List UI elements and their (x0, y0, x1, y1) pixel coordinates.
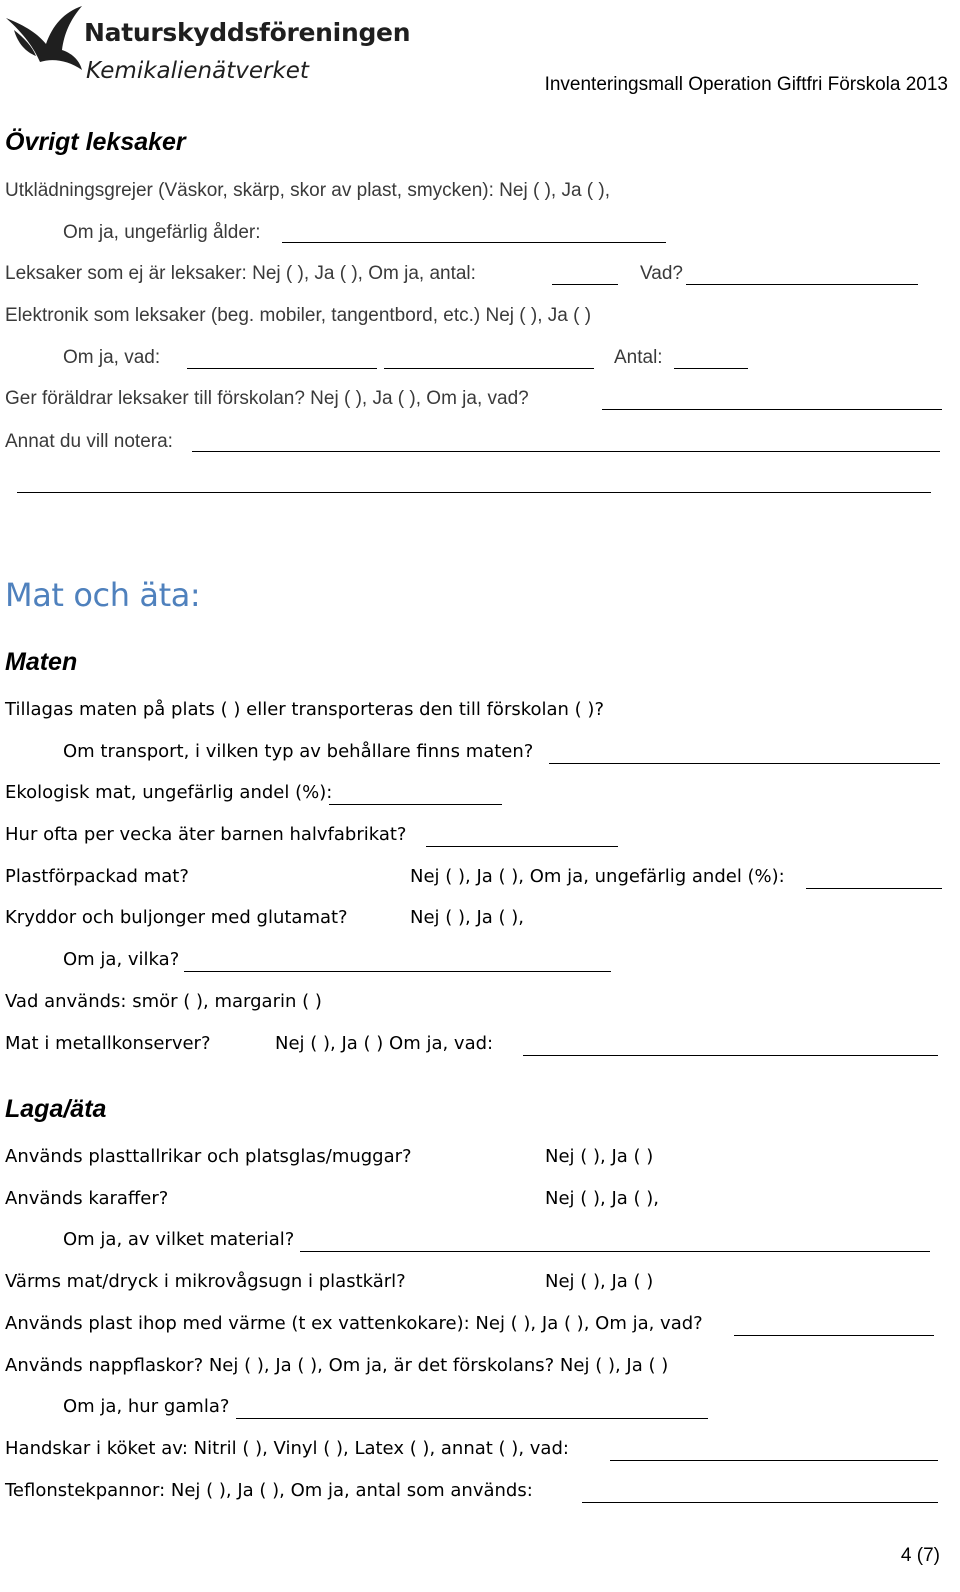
answer-line-transport-container[interactable] (549, 763, 940, 764)
question-kitchen-gloves: Handskar i köket av: Nitril ( ), Vinyl ( ), Latex ( ), annat ( ), vad: (5, 1438, 569, 1459)
question-baby-bottles: Används nappflaskor? Nej ( ), Ja ( ), Om ja, är det förskolans? Nej ( ), Ja ( ) (5, 1355, 669, 1376)
answer-line-carafe-material[interactable] (300, 1251, 930, 1252)
question-other-notes: Annat du vill notera: (5, 431, 173, 452)
answer-line-electronics-what-2[interactable] (384, 368, 594, 369)
answer-line-costumes-age[interactable] (282, 242, 666, 243)
question-plastic-packaged: Plastförpackad mat? (5, 866, 189, 887)
answer-line-plastic-packaged-share[interactable] (806, 888, 942, 889)
answer-plastic-plates: Nej ( ), Ja ( ) (545, 1146, 654, 1167)
answer-line-non-toys-what[interactable] (686, 284, 918, 285)
page-number: 4 (7) (900, 1545, 940, 1566)
subheading-laga-ata: Laga/äta (5, 1095, 107, 1123)
answer-carafes: Nej ( ), Ja ( ), (545, 1188, 660, 1209)
question-carafes: Används karaffer? (5, 1188, 169, 1209)
question-costumes-age: Om ja, ungefärlig ålder: (63, 222, 261, 243)
section-heading-ovrigt-leksaker: Övrigt leksaker (5, 128, 186, 156)
question-plastic-plates: Används plasttallrikar och platsglas/muggar? (5, 1146, 412, 1167)
question-semi-finished: Hur ofta per vecka äter barnen halvfabrikat? (5, 824, 407, 845)
question-electronics-count: Antal: (614, 347, 663, 368)
answer-line-non-toys-count[interactable] (552, 284, 618, 285)
org-subname: Kemikalienätverket (86, 58, 309, 84)
answer-glutamate: Nej ( ), Ja ( ), (410, 907, 525, 928)
question-microwave-plastic: Värms mat/dryck i mikrovågsugn i plastkärl? (5, 1271, 406, 1292)
question-electronics-what: Om ja, vad: (63, 347, 161, 368)
question-cooked-on-site: Tillagas maten på plats ( ) eller transporteras den till förskolan ( )? (5, 699, 605, 720)
question-electronics: Elektronik som leksaker (beg. mobiler, tangentbord, etc.) Nej ( ), Ja ( ) (5, 305, 592, 326)
answer-line-plastic-heat[interactable] (734, 1335, 934, 1336)
answer-line-electronics-count[interactable] (674, 368, 748, 369)
question-organic-share: Ekologisk mat, ungefärlig andel (%): (5, 782, 333, 803)
question-glutamate-which: Om ja, vilka? (63, 949, 180, 970)
answer-line-metal-cans[interactable] (523, 1055, 938, 1056)
question-teflon-pans: Teflonstekpannor: Nej ( ), Ja ( ), Om ja, antal som används: (5, 1480, 533, 1501)
question-costumes: Utklädningsgrejer (Väskor, skärp, skor av plast, smycken): Nej ( ), Ja ( ), (5, 180, 611, 201)
document-title: Inventeringsmall Operation Giftfri Förskola 2013 (544, 74, 948, 95)
answer-line-electronics-what-1[interactable] (187, 368, 377, 369)
answer-line-baby-bottles-age[interactable] (236, 1418, 708, 1419)
subheading-maten: Maten (5, 648, 78, 676)
question-metal-cans: Mat i metallkonserver? (5, 1033, 211, 1054)
answer-line-teflon-pans[interactable] (582, 1502, 938, 1503)
question-parent-toys: Ger föräldrar leksaker till förskolan? Nej ( ), Ja ( ), Om ja, vad? (5, 388, 529, 409)
answer-line-kitchen-gloves[interactable] (610, 1460, 938, 1461)
question-non-toys-what: Vad? (640, 263, 683, 284)
answer-microwave-plastic: Nej ( ), Ja ( ) (545, 1271, 654, 1292)
question-butter-margarine: Vad används: smör ( ), margarin ( ) (5, 991, 322, 1012)
question-carafe-material: Om ja, av vilket material? (63, 1229, 295, 1250)
answer-line-other-notes-1[interactable] (192, 451, 940, 452)
answer-line-organic-share[interactable] (329, 804, 502, 805)
org-name: Naturskyddsföreningen (84, 18, 411, 47)
answer-line-parent-toys[interactable] (602, 409, 942, 410)
question-plastic-heat: Används plast ihop med värme (t ex vattenkokare): Nej ( ), Ja ( ), Om ja, vad? (5, 1313, 703, 1334)
answer-line-glutamate-which[interactable] (184, 971, 611, 972)
answer-line-semi-finished[interactable] (426, 846, 618, 847)
answer-metal-cans: Nej ( ), Ja ( ) Om ja, vad: (275, 1033, 494, 1054)
answer-line-other-notes-2[interactable] (17, 492, 931, 493)
question-transport-container: Om transport, i vilken typ av behållare finns maten? (63, 741, 534, 762)
swallow-bird-icon (4, 4, 84, 74)
answer-plastic-packaged: Nej ( ), Ja ( ), Om ja, ungefärlig andel (%): (410, 866, 785, 887)
question-non-toys: Leksaker som ej är leksaker: Nej ( ), Ja ( ), Om ja, antal: (5, 263, 476, 284)
main-heading-mat-och-ata: Mat och äta: (5, 576, 201, 614)
question-baby-bottles-age: Om ja, hur gamla? (63, 1396, 230, 1417)
question-glutamate: Kryddor och buljonger med glutamat? (5, 907, 348, 928)
